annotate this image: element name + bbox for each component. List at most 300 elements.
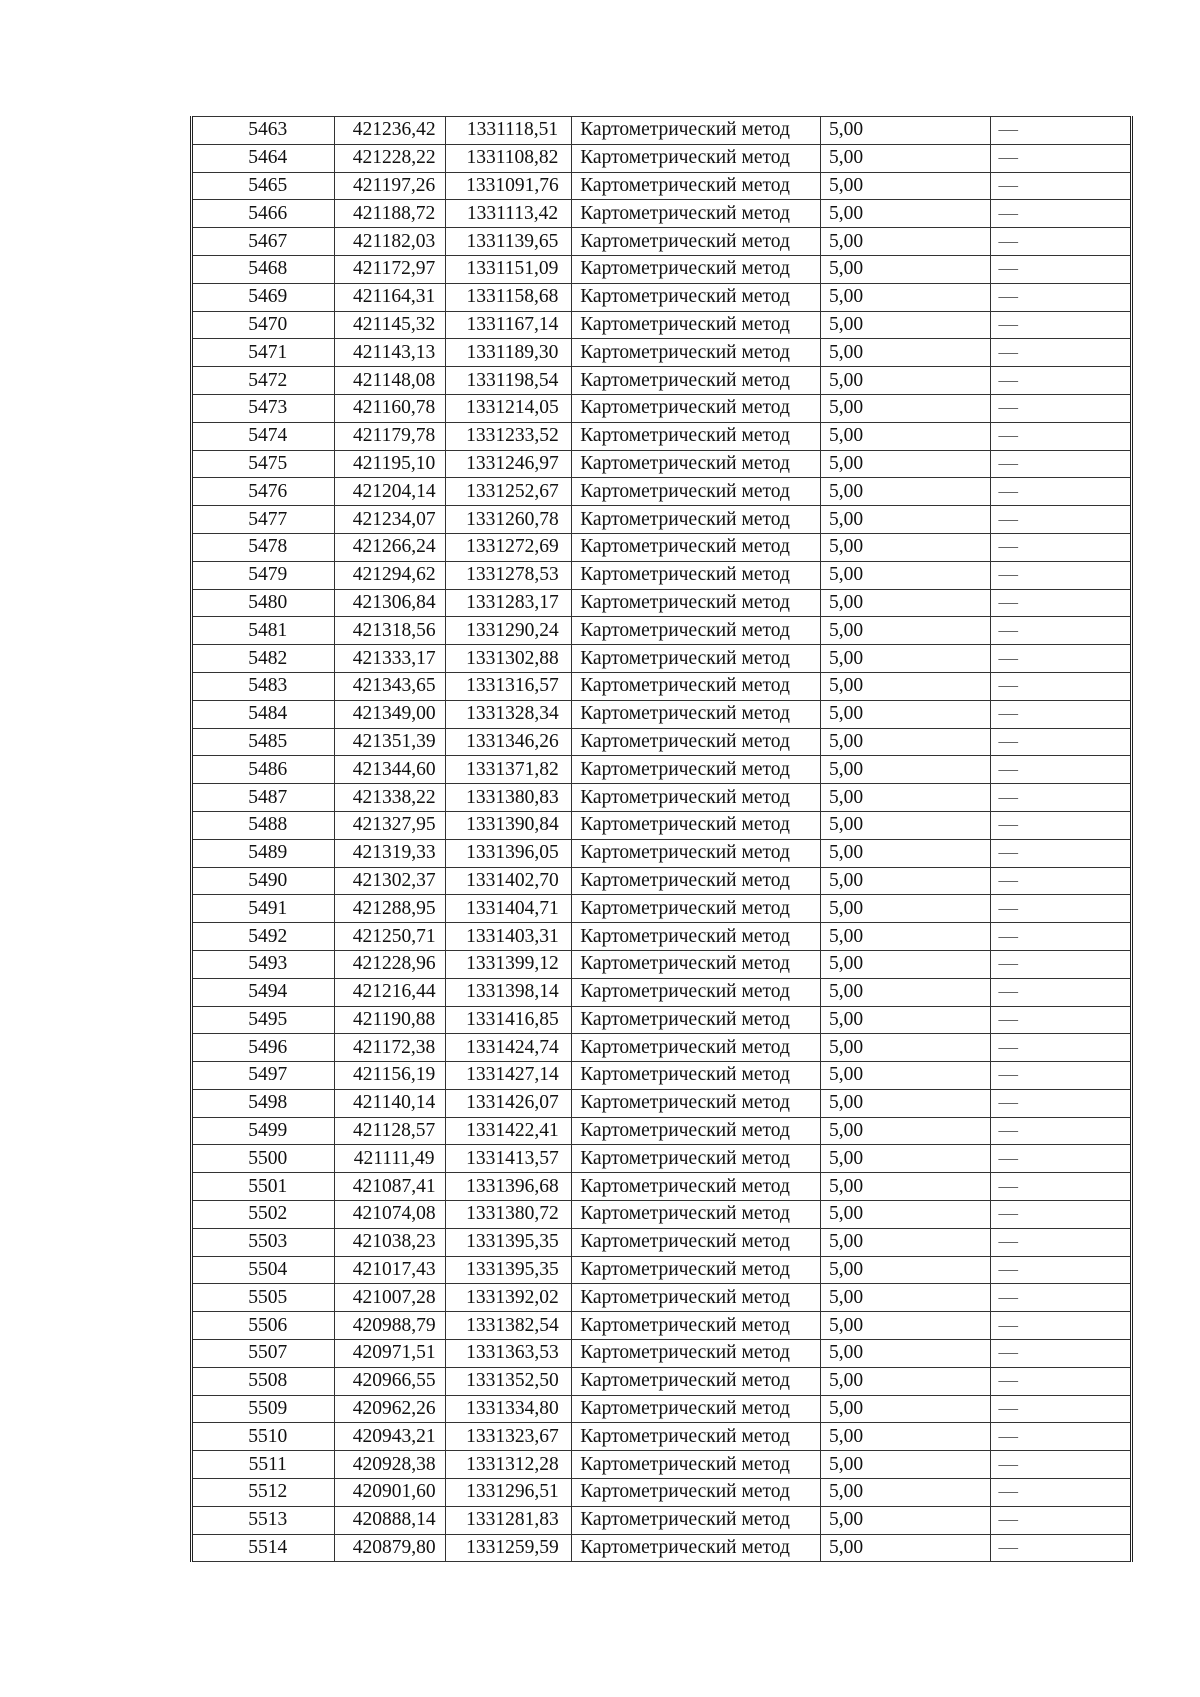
table-row <box>192 1228 1132 1256</box>
method-cell: Картометрический метод <box>572 450 821 478</box>
point-number-cell: 5476 <box>192 478 335 506</box>
y-coordinate-cell: 1331328,34 <box>445 700 571 728</box>
y-coordinate-cell: 1331290,24 <box>445 617 571 645</box>
description-cell: — <box>990 1479 1132 1507</box>
method-cell: Картометрический метод <box>572 617 821 645</box>
accuracy-cell: 5,00 <box>820 339 990 367</box>
method-cell: Картометрический метод <box>572 1117 821 1145</box>
method-cell: Картометрический метод <box>572 228 821 256</box>
table-row <box>192 1062 1132 1090</box>
x-coordinate-cell: 421111,49 <box>335 1145 445 1173</box>
description-cell: — <box>990 728 1132 756</box>
accuracy-cell: 5,00 <box>820 228 990 256</box>
x-coordinate-cell: 421349,00 <box>335 700 445 728</box>
description-cell: — <box>990 144 1132 172</box>
y-coordinate-cell: 1331416,85 <box>445 1006 571 1034</box>
y-coordinate-cell: 1331198,54 <box>445 367 571 395</box>
description-cell: — <box>990 1201 1132 1229</box>
description-cell: — <box>990 1312 1132 1340</box>
x-coordinate-cell: 420988,79 <box>335 1312 445 1340</box>
accuracy-cell: 5,00 <box>820 117 990 145</box>
x-coordinate-cell: 421172,97 <box>335 255 445 283</box>
y-coordinate-cell: 1331382,54 <box>445 1312 571 1340</box>
y-coordinate-cell: 1331403,31 <box>445 923 571 951</box>
table-row <box>192 422 1132 450</box>
x-coordinate-cell: 421306,84 <box>335 589 445 617</box>
point-number-cell: 5496 <box>192 1034 335 1062</box>
point-number-cell: 5470 <box>192 311 335 339</box>
accuracy-cell: 5,00 <box>820 172 990 200</box>
accuracy-cell: 5,00 <box>820 144 990 172</box>
description-cell: — <box>990 311 1132 339</box>
point-number-cell: 5495 <box>192 1006 335 1034</box>
point-number-cell: 5467 <box>192 228 335 256</box>
table-row <box>192 200 1132 228</box>
method-cell: Картометрический метод <box>572 645 821 673</box>
method-cell: Картометрический метод <box>572 506 821 534</box>
description-cell: — <box>990 811 1132 839</box>
x-coordinate-cell: 421302,37 <box>335 867 445 895</box>
point-number-cell: 5464 <box>192 144 335 172</box>
method-cell: Картометрический метод <box>572 1395 821 1423</box>
method-cell: Картометрический метод <box>572 283 821 311</box>
description-cell: — <box>990 867 1132 895</box>
x-coordinate-cell: 421156,19 <box>335 1062 445 1090</box>
x-coordinate-cell: 421164,31 <box>335 283 445 311</box>
point-number-cell: 5509 <box>192 1395 335 1423</box>
accuracy-cell: 5,00 <box>820 1006 990 1034</box>
y-coordinate-cell: 1331283,17 <box>445 589 571 617</box>
accuracy-cell: 5,00 <box>820 1145 990 1173</box>
y-coordinate-cell: 1331113,42 <box>445 200 571 228</box>
accuracy-cell: 5,00 <box>820 978 990 1006</box>
point-number-cell: 5468 <box>192 255 335 283</box>
x-coordinate-cell: 421216,44 <box>335 978 445 1006</box>
description-cell: — <box>990 283 1132 311</box>
description-cell: — <box>990 200 1132 228</box>
table-row <box>192 1173 1132 1201</box>
table-row <box>192 450 1132 478</box>
y-coordinate-cell: 1331413,57 <box>445 1145 571 1173</box>
x-coordinate-cell: 421140,14 <box>335 1089 445 1117</box>
x-coordinate-cell: 421160,78 <box>335 394 445 422</box>
x-coordinate-cell: 421234,07 <box>335 506 445 534</box>
table-row <box>192 533 1132 561</box>
y-coordinate-cell: 1331233,52 <box>445 422 571 450</box>
point-number-cell: 5484 <box>192 700 335 728</box>
y-coordinate-cell: 1331380,83 <box>445 784 571 812</box>
method-cell: Картометрический метод <box>572 1534 821 1562</box>
x-coordinate-cell: 421228,96 <box>335 950 445 978</box>
x-coordinate-cell: 421188,72 <box>335 200 445 228</box>
x-coordinate-cell: 421288,95 <box>335 895 445 923</box>
x-coordinate-cell: 421351,39 <box>335 728 445 756</box>
point-number-cell: 5490 <box>192 867 335 895</box>
x-coordinate-cell: 420966,55 <box>335 1367 445 1395</box>
point-number-cell: 5465 <box>192 172 335 200</box>
table-row <box>192 228 1132 256</box>
description-cell: — <box>990 1284 1132 1312</box>
table-row <box>192 1423 1132 1451</box>
y-coordinate-cell: 1331139,65 <box>445 228 571 256</box>
table-row <box>192 367 1132 395</box>
table-row <box>192 1284 1132 1312</box>
x-coordinate-cell: 421294,62 <box>335 561 445 589</box>
point-number-cell: 5513 <box>192 1506 335 1534</box>
accuracy-cell: 5,00 <box>820 1479 990 1507</box>
y-coordinate-cell: 1331312,28 <box>445 1451 571 1479</box>
y-coordinate-cell: 1331167,14 <box>445 311 571 339</box>
x-coordinate-cell: 421074,08 <box>335 1201 445 1229</box>
y-coordinate-cell: 1331214,05 <box>445 394 571 422</box>
accuracy-cell: 5,00 <box>820 506 990 534</box>
method-cell: Картометрический метод <box>572 839 821 867</box>
accuracy-cell: 5,00 <box>820 1340 990 1368</box>
table-row <box>192 839 1132 867</box>
method-cell: Картометрический метод <box>572 172 821 200</box>
accuracy-cell: 5,00 <box>820 645 990 673</box>
description-cell: — <box>990 1534 1132 1562</box>
method-cell: Картометрический метод <box>572 200 821 228</box>
accuracy-cell: 5,00 <box>820 617 990 645</box>
table-row <box>192 1534 1132 1562</box>
y-coordinate-cell: 1331399,12 <box>445 950 571 978</box>
table-row <box>192 1367 1132 1395</box>
x-coordinate-cell: 421197,26 <box>335 172 445 200</box>
y-coordinate-cell: 1331296,51 <box>445 1479 571 1507</box>
table-row <box>192 1034 1132 1062</box>
y-coordinate-cell: 1331260,78 <box>445 506 571 534</box>
method-cell: Картометрический метод <box>572 422 821 450</box>
table-body <box>192 117 1132 1562</box>
y-coordinate-cell: 1331281,83 <box>445 1506 571 1534</box>
y-coordinate-cell: 1331392,02 <box>445 1284 571 1312</box>
method-cell: Картометрический метод <box>572 367 821 395</box>
point-number-cell: 5503 <box>192 1228 335 1256</box>
coordinates-table <box>190 116 1133 1562</box>
description-cell: — <box>990 1423 1132 1451</box>
x-coordinate-cell: 421148,08 <box>335 367 445 395</box>
description-cell: — <box>990 117 1132 145</box>
method-cell: Картометрический метод <box>572 117 821 145</box>
point-number-cell: 5488 <box>192 811 335 839</box>
y-coordinate-cell: 1331396,05 <box>445 839 571 867</box>
accuracy-cell: 5,00 <box>820 672 990 700</box>
accuracy-cell: 5,00 <box>820 1062 990 1090</box>
x-coordinate-cell: 421338,22 <box>335 784 445 812</box>
x-coordinate-cell: 420888,14 <box>335 1506 445 1534</box>
point-number-cell: 5502 <box>192 1201 335 1229</box>
y-coordinate-cell: 1331091,76 <box>445 172 571 200</box>
method-cell: Картометрический метод <box>572 756 821 784</box>
method-cell: Картометрический метод <box>572 1312 821 1340</box>
accuracy-cell: 5,00 <box>820 950 990 978</box>
accuracy-cell: 5,00 <box>820 728 990 756</box>
method-cell: Картометрический метод <box>572 923 821 951</box>
point-number-cell: 5478 <box>192 533 335 561</box>
description-cell: — <box>990 1089 1132 1117</box>
table-row <box>192 950 1132 978</box>
description-cell: — <box>990 700 1132 728</box>
method-cell: Картометрический метод <box>572 950 821 978</box>
description-cell: — <box>990 533 1132 561</box>
y-coordinate-cell: 1331118,51 <box>445 117 571 145</box>
accuracy-cell: 5,00 <box>820 839 990 867</box>
point-number-cell: 5469 <box>192 283 335 311</box>
x-coordinate-cell: 421182,03 <box>335 228 445 256</box>
table-row <box>192 895 1132 923</box>
accuracy-cell: 5,00 <box>820 1506 990 1534</box>
table-row <box>192 339 1132 367</box>
x-coordinate-cell: 420943,21 <box>335 1423 445 1451</box>
accuracy-cell: 5,00 <box>820 255 990 283</box>
x-coordinate-cell: 420901,60 <box>335 1479 445 1507</box>
accuracy-cell: 5,00 <box>820 1284 990 1312</box>
description-cell: — <box>990 561 1132 589</box>
point-number-cell: 5487 <box>192 784 335 812</box>
point-number-cell: 5505 <box>192 1284 335 1312</box>
point-number-cell: 5508 <box>192 1367 335 1395</box>
x-coordinate-cell: 420928,38 <box>335 1451 445 1479</box>
method-cell: Картометрический метод <box>572 311 821 339</box>
x-coordinate-cell: 420962,26 <box>335 1395 445 1423</box>
description-cell: — <box>990 367 1132 395</box>
x-coordinate-cell: 420971,51 <box>335 1340 445 1368</box>
method-cell: Картометрический метод <box>572 1256 821 1284</box>
description-cell: — <box>990 923 1132 951</box>
table-row <box>192 978 1132 1006</box>
y-coordinate-cell: 1331302,88 <box>445 645 571 673</box>
point-number-cell: 5486 <box>192 756 335 784</box>
y-coordinate-cell: 1331316,57 <box>445 672 571 700</box>
description-cell: — <box>990 506 1132 534</box>
accuracy-cell: 5,00 <box>820 756 990 784</box>
method-cell: Картометрический метод <box>572 1145 821 1173</box>
table-row <box>192 1006 1132 1034</box>
table-row <box>192 1089 1132 1117</box>
description-cell: — <box>990 394 1132 422</box>
y-coordinate-cell: 1331189,30 <box>445 339 571 367</box>
method-cell: Картометрический метод <box>572 1089 821 1117</box>
table-row <box>192 1312 1132 1340</box>
accuracy-cell: 5,00 <box>820 1034 990 1062</box>
accuracy-cell: 5,00 <box>820 1534 990 1562</box>
method-cell: Картометрический метод <box>572 895 821 923</box>
x-coordinate-cell: 421333,17 <box>335 645 445 673</box>
accuracy-cell: 5,00 <box>820 1312 990 1340</box>
description-cell: — <box>990 172 1132 200</box>
x-coordinate-cell: 421344,60 <box>335 756 445 784</box>
description-cell: — <box>990 478 1132 506</box>
method-cell: Картометрический метод <box>572 394 821 422</box>
y-coordinate-cell: 1331402,70 <box>445 867 571 895</box>
table-row <box>192 506 1132 534</box>
x-coordinate-cell: 421038,23 <box>335 1228 445 1256</box>
x-coordinate-cell: 421343,65 <box>335 672 445 700</box>
method-cell: Картометрический метод <box>572 784 821 812</box>
point-number-cell: 5512 <box>192 1479 335 1507</box>
method-cell: Картометрический метод <box>572 1006 821 1034</box>
table-row <box>192 867 1132 895</box>
y-coordinate-cell: 1331352,50 <box>445 1367 571 1395</box>
description-cell: — <box>990 1117 1132 1145</box>
point-number-cell: 5480 <box>192 589 335 617</box>
point-number-cell: 5492 <box>192 923 335 951</box>
description-cell: — <box>990 228 1132 256</box>
accuracy-cell: 5,00 <box>820 561 990 589</box>
method-cell: Картометрический метод <box>572 144 821 172</box>
table-row <box>192 561 1132 589</box>
accuracy-cell: 5,00 <box>820 311 990 339</box>
y-coordinate-cell: 1331398,14 <box>445 978 571 1006</box>
method-cell: Картометрический метод <box>572 1173 821 1201</box>
description-cell: — <box>990 1256 1132 1284</box>
method-cell: Картометрический метод <box>572 867 821 895</box>
y-coordinate-cell: 1331422,41 <box>445 1117 571 1145</box>
accuracy-cell: 5,00 <box>820 450 990 478</box>
point-number-cell: 5475 <box>192 450 335 478</box>
y-coordinate-cell: 1331380,72 <box>445 1201 571 1229</box>
description-cell: — <box>990 1367 1132 1395</box>
description-cell: — <box>990 617 1132 645</box>
point-number-cell: 5489 <box>192 839 335 867</box>
point-number-cell: 5498 <box>192 1089 335 1117</box>
y-coordinate-cell: 1331426,07 <box>445 1089 571 1117</box>
method-cell: Картометрический метод <box>572 1451 821 1479</box>
description-cell: — <box>990 756 1132 784</box>
description-cell: — <box>990 1340 1132 1368</box>
x-coordinate-cell: 421017,43 <box>335 1256 445 1284</box>
description-cell: — <box>990 255 1132 283</box>
accuracy-cell: 5,00 <box>820 895 990 923</box>
point-number-cell: 5481 <box>192 617 335 645</box>
point-number-cell: 5499 <box>192 1117 335 1145</box>
y-coordinate-cell: 1331252,67 <box>445 478 571 506</box>
method-cell: Картометрический метод <box>572 533 821 561</box>
accuracy-cell: 5,00 <box>820 394 990 422</box>
accuracy-cell: 5,00 <box>820 283 990 311</box>
method-cell: Картометрический метод <box>572 1034 821 1062</box>
description-cell: — <box>990 1173 1132 1201</box>
table-row <box>192 784 1132 812</box>
x-coordinate-cell: 421145,32 <box>335 311 445 339</box>
x-coordinate-cell: 421143,13 <box>335 339 445 367</box>
accuracy-cell: 5,00 <box>820 1228 990 1256</box>
description-cell: — <box>990 895 1132 923</box>
x-coordinate-cell: 421195,10 <box>335 450 445 478</box>
point-number-cell: 5497 <box>192 1062 335 1090</box>
table-row <box>192 756 1132 784</box>
accuracy-cell: 5,00 <box>820 1395 990 1423</box>
description-cell: — <box>990 1228 1132 1256</box>
description-cell: — <box>990 784 1132 812</box>
table-row <box>192 923 1132 951</box>
point-number-cell: 5485 <box>192 728 335 756</box>
accuracy-cell: 5,00 <box>820 422 990 450</box>
y-coordinate-cell: 1331396,68 <box>445 1173 571 1201</box>
table-row <box>192 255 1132 283</box>
point-number-cell: 5493 <box>192 950 335 978</box>
y-coordinate-cell: 1331346,26 <box>445 728 571 756</box>
method-cell: Картометрический метод <box>572 978 821 1006</box>
point-number-cell: 5482 <box>192 645 335 673</box>
accuracy-cell: 5,00 <box>820 923 990 951</box>
method-cell: Картометрический метод <box>572 1284 821 1312</box>
description-cell: — <box>990 950 1132 978</box>
table-row <box>192 283 1132 311</box>
y-coordinate-cell: 1331323,67 <box>445 1423 571 1451</box>
accuracy-cell: 5,00 <box>820 1367 990 1395</box>
x-coordinate-cell: 421266,24 <box>335 533 445 561</box>
y-coordinate-cell: 1331424,74 <box>445 1034 571 1062</box>
x-coordinate-cell: 420879,80 <box>335 1534 445 1562</box>
point-number-cell: 5494 <box>192 978 335 1006</box>
description-cell: — <box>990 1006 1132 1034</box>
description-cell: — <box>990 450 1132 478</box>
table-row <box>192 811 1132 839</box>
method-cell: Картометрический метод <box>572 811 821 839</box>
point-number-cell: 5483 <box>192 672 335 700</box>
method-cell: Картометрический метод <box>572 339 821 367</box>
description-cell: — <box>990 1451 1132 1479</box>
x-coordinate-cell: 421179,78 <box>335 422 445 450</box>
point-number-cell: 5477 <box>192 506 335 534</box>
point-number-cell: 5501 <box>192 1173 335 1201</box>
x-coordinate-cell: 421087,41 <box>335 1173 445 1201</box>
accuracy-cell: 5,00 <box>820 1173 990 1201</box>
accuracy-cell: 5,00 <box>820 200 990 228</box>
table-row <box>192 1506 1132 1534</box>
point-number-cell: 5514 <box>192 1534 335 1562</box>
method-cell: Картометрический метод <box>572 1062 821 1090</box>
x-coordinate-cell: 421236,42 <box>335 117 445 145</box>
accuracy-cell: 5,00 <box>820 867 990 895</box>
point-number-cell: 5510 <box>192 1423 335 1451</box>
y-coordinate-cell: 1331334,80 <box>445 1395 571 1423</box>
y-coordinate-cell: 1331395,35 <box>445 1256 571 1284</box>
y-coordinate-cell: 1331108,82 <box>445 144 571 172</box>
method-cell: Картометрический метод <box>572 561 821 589</box>
point-number-cell: 5504 <box>192 1256 335 1284</box>
table-row <box>192 1256 1132 1284</box>
x-coordinate-cell: 421318,56 <box>335 617 445 645</box>
accuracy-cell: 5,00 <box>820 1201 990 1229</box>
description-cell: — <box>990 978 1132 1006</box>
table-row <box>192 311 1132 339</box>
description-cell: — <box>990 1395 1132 1423</box>
accuracy-cell: 5,00 <box>820 1117 990 1145</box>
accuracy-cell: 5,00 <box>820 700 990 728</box>
table-row <box>192 1117 1132 1145</box>
method-cell: Картометрический метод <box>572 728 821 756</box>
table-row <box>192 1395 1132 1423</box>
point-number-cell: 5511 <box>192 1451 335 1479</box>
method-cell: Картометрический метод <box>572 1423 821 1451</box>
x-coordinate-cell: 421319,33 <box>335 839 445 867</box>
description-cell: — <box>990 1506 1132 1534</box>
accuracy-cell: 5,00 <box>820 478 990 506</box>
table-row <box>192 478 1132 506</box>
table-row <box>192 589 1132 617</box>
method-cell: Картометрический метод <box>572 478 821 506</box>
method-cell: Картометрический метод <box>572 1228 821 1256</box>
accuracy-cell: 5,00 <box>820 1451 990 1479</box>
y-coordinate-cell: 1331151,09 <box>445 255 571 283</box>
point-number-cell: 5491 <box>192 895 335 923</box>
y-coordinate-cell: 1331272,69 <box>445 533 571 561</box>
table-row <box>192 1451 1132 1479</box>
description-cell: — <box>990 339 1132 367</box>
